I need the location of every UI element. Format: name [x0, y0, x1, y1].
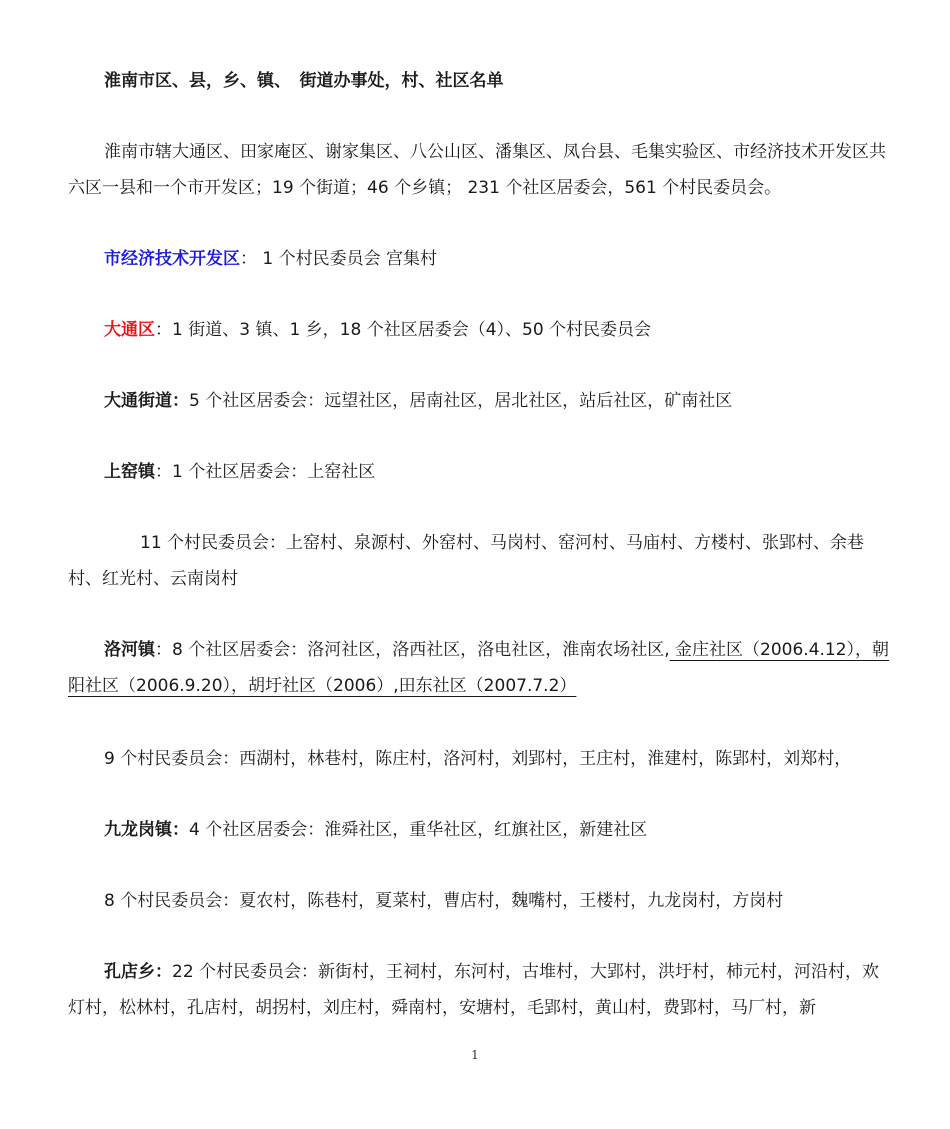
econ-zone-name: 市经济技术开发区	[104, 249, 240, 269]
page-number: 1	[471, 1048, 479, 1062]
luohe-paragraph	[68, 632, 890, 704]
luohe-name: 洛河镇	[104, 640, 155, 660]
datong-street-name: 大通街道：	[104, 391, 189, 411]
intro-paragraph	[68, 134, 890, 206]
shangyao-communities: ：1 个社区居委会：上窑社区	[155, 462, 376, 482]
datong-street-paragraph	[68, 383, 890, 419]
datong-district-name: 大通区	[104, 320, 155, 340]
document-title	[68, 63, 890, 99]
kongdian-villages: 22 个村民委员会：新街村，王祠村，东河村，古堆村，大郢村，洪圩村，柿元村，河沿村，欢灯村，松林村，孔店村，胡拐村，刘庄村，舜南村，安塘村，毛郢村，黄山村，费郢村，马厂村，新	[68, 962, 880, 1018]
luohe-villages: 9 个村民委员会：西湖村，林巷村，陈庄村，洛河村，刘郢村，王庄村，淮建村，陈郢村，刘郑村，	[104, 749, 852, 769]
datong-district-text: ：1 街道、3 镇、1 乡，18 个社区居委会（4）、50 个村民委员会	[155, 320, 652, 340]
luohe-communities-underlined: 金庄社区（2006.4.12），朝阳社区（2006.9.20），胡圩社区（2006）,田东社区（2007.7.2）	[68, 640, 890, 696]
jiulonggang-communities: 4 个社区居委会：淮舜社区，重华社区，红旗社区，新建社区	[189, 820, 648, 840]
intro-text: 淮南市辖大通区、田家庵区、谢家集区、八公山区、潘集区、凤台县、毛集实验区、市经济技术开发区共六区一县和一个市开发区；19 个街道；46 个乡镇； 231 个社区居委会，561 个村民委员会。	[68, 142, 886, 198]
jiulonggang-paragraph	[68, 812, 890, 848]
econ-zone-paragraph	[68, 241, 890, 277]
luohe-villages-paragraph	[68, 741, 890, 777]
kongdian-paragraph	[68, 954, 890, 1026]
kongdian-name: 孔店乡：	[104, 962, 172, 982]
title-text: 淮南市区、县，乡、镇、 街道办事处，村、社区名单	[104, 71, 504, 91]
datong-district-paragraph	[68, 312, 890, 348]
luohe-communities: ：8 个社区居委会：洛河社区，洛西社区，洛电社区，淮南农场社区,	[155, 640, 670, 660]
datong-street-text: 5 个社区居委会：远望社区，居南社区，居北社区，站后社区，矿南社区	[189, 391, 733, 411]
shangyao-paragraph	[68, 454, 890, 490]
jiulonggang-name: 九龙岗镇：	[104, 820, 189, 840]
shangyao-villages: 11 个村民委员会：上窑村、泉源村、外窑村、马岗村、窑河村、马庙村、方楼村、张郢村、余巷村、红光村、云南岗村	[68, 533, 865, 589]
shangyao-name: 上窑镇	[104, 462, 155, 482]
jiulonggang-villages: 8 个村民委员会：夏农村，陈巷村，夏菜村，曹店村，魏嘴村，王楼村，九龙岗村，方岗村	[104, 891, 784, 911]
jiulonggang-villages-paragraph	[68, 883, 890, 919]
econ-zone-text: ： 1 个村民委员会 宫集村	[240, 249, 438, 269]
shangyao-villages-paragraph	[68, 525, 890, 597]
